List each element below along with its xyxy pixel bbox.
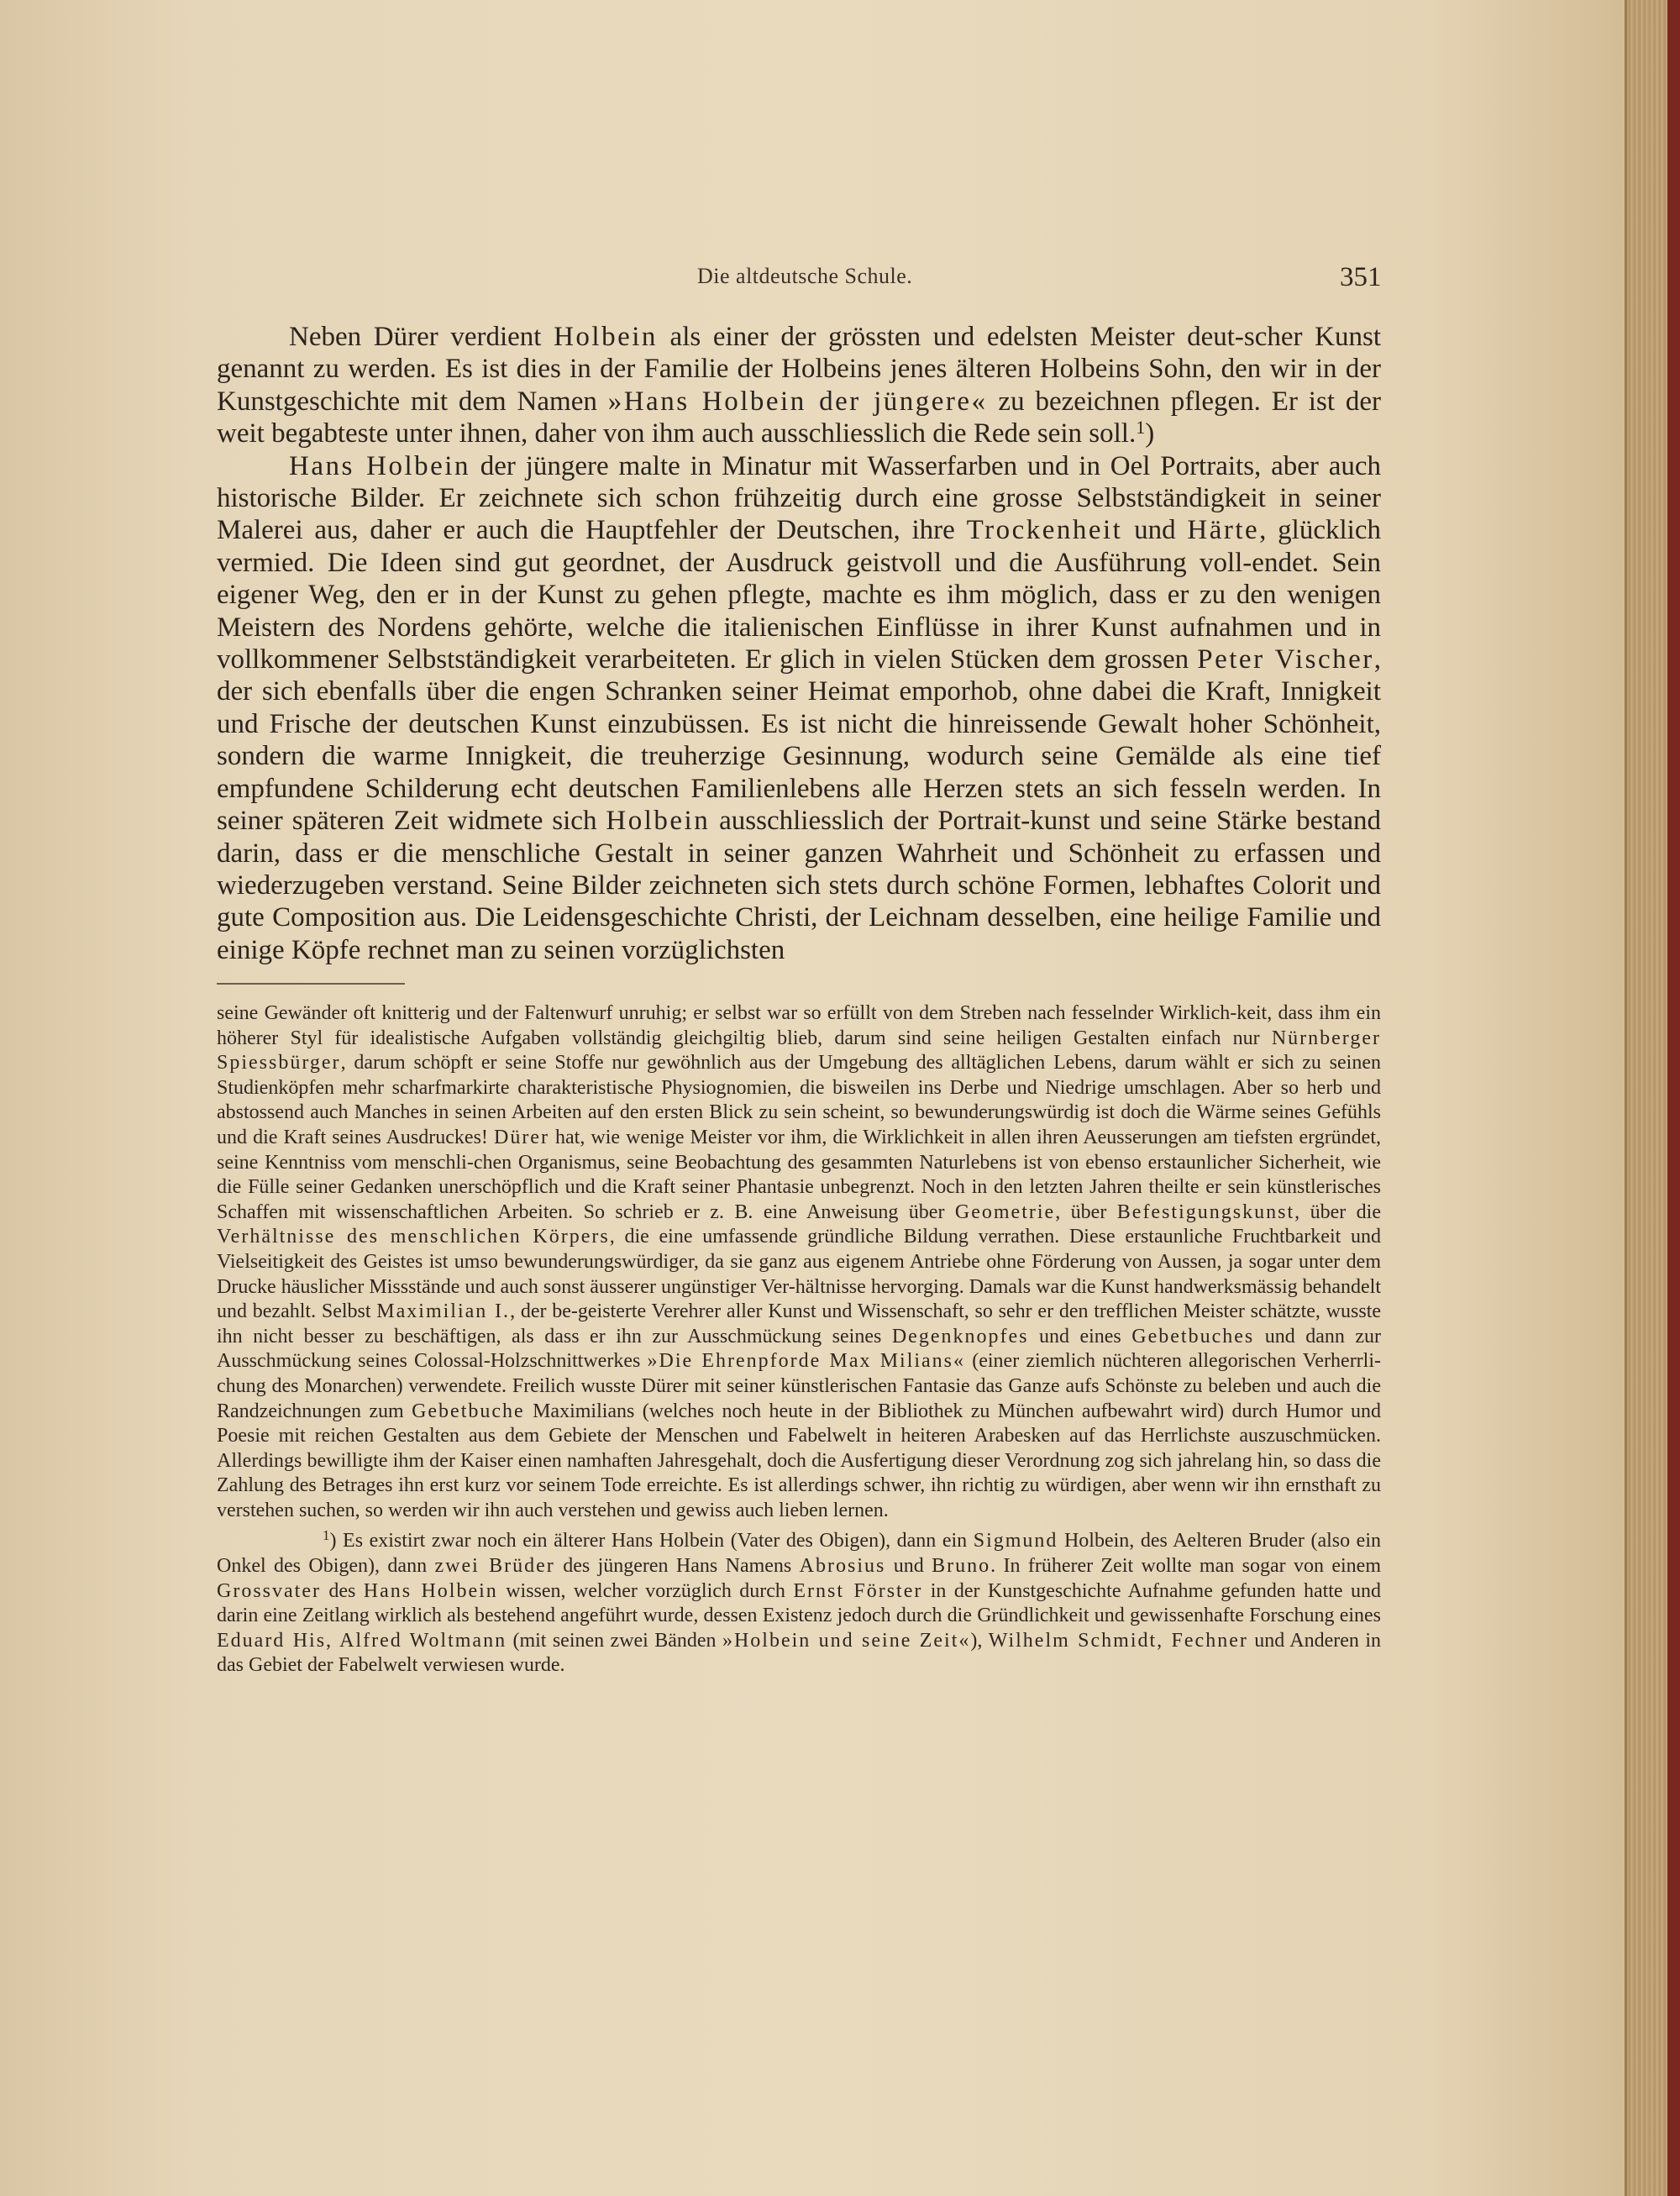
text-run: des [320,1579,364,1602]
spaced-text: Verhältnisse des menschlichen Körpers [217,1226,610,1248]
page-number: 351 [1340,262,1382,292]
spaced-text: Peter Vischer [1197,644,1374,675]
text-run: Holbein, des Aelteren Bruder (also ein Onkel des Obigen), dann [217,1530,1381,1578]
text-run: seine Gewänder oft knitterig und der Faltenwurf unruhig; er selbst war so erfüllt von dem Streben nach fesselnder Wirklich-keit, dass ihm ein höherer Styl für idealistische Aufgaben vollständig gleichgiltig blieb, darum sind seine heiligen Gestalten einfach nur [217,1002,1381,1049]
footnote-marker: 1 [323,1527,330,1544]
spaced-text: Holbein [606,806,711,837]
spaced-text: Abrosius [799,1555,886,1578]
spaced-text: Holbein [554,322,658,352]
text-run: und Anderen in das Gebiet der Fabelwelt verwiesen wurde. [217,1629,1381,1677]
text-run: und [885,1555,932,1578]
spaced-text: Härte [1187,515,1260,546]
spaced-text: Hans Holbein [289,450,470,481]
paragraph-1 [217,321,1381,450]
text-run: und dann zur Ausschmückung seines Colossal-Holzschnittwerkes [217,1325,1382,1373]
spaced-text: Eduard His, Alfred Woltmann [217,1629,507,1652]
text-run: ausschliesslich der Portrait-kunst und seine Stärke bestand darin, dass er die menschliche Gestalt in seiner ganzen Wahrheit und Schönheit zu erfassen und wiederzugeben verstand. Seine Bilder zeichneten sich stets durch schöne Formen, lebhaftes Colorit und gute Composition aus. Die Leidensgeschichte Christi, der Leichnam desselben, eine heilige Familie und einige Köpfe rechnet man zu seinen vorzüglichsten [217,806,1381,965]
footnote-divider [217,983,405,985]
text-run: ), [970,1629,989,1652]
main-text [217,321,1381,966]
spaced-text: »Die Ehrenpforde Max Milians« [647,1350,966,1373]
footnote-1 [217,1529,1381,1679]
text-run: als einer der grössten und edelsten Meister deut-scher Kunst genannt zu werden. Es ist dies in der Familie der Holbeins jenes älteren Holbeins Sohn, den wir in der Kunstgeschichte mit dem Namen [217,322,1382,417]
footnote-continuation [217,1001,1381,1523]
spaced-text: zwei Brüder [434,1555,555,1578]
spaced-text: Ernst Förster [793,1579,923,1602]
spaced-text: Bruno [932,1555,991,1578]
text-run: , die eine umfassende gründliche Bildung verrathen. Diese erstaunliche Fruchtbarkeit und Vielseitigkeit des Geistes ist umso bewunderungswürdiger, da sie ganz aus eigenem Antriebe ohne Förderung von Aussen, ja sogar unter dem Drucke häuslicher Missstände und auch sonst äusserer ungünstiger Ver-hältnisse hervorging. Damals war die Kunst handwerksmässig behandelt und bezahlt. Selbst [217,1226,1382,1323]
spaced-text: »Holbein und seine Zeit« [722,1629,971,1652]
text-run: und eines [1028,1325,1132,1348]
spaced-text: Wilhelm Schmidt, Fechner [988,1629,1248,1652]
spaced-text: Sigmund [973,1530,1058,1552]
spaced-text: Befestigungskunst [1116,1200,1295,1223]
text-run: ) [1145,418,1155,449]
text-run: , darum schöpft er seine Stoffe nur gewöhnlich aus der Umgebung des alltäglichen Lebens, darum wählt er sich zu seinen Studienköpfen mehr scharfmarkirte charakteristische Physiognomien, die bisweilen ins Derbe und Niedrige umschlagen. Aber so herb und abstossend auch Manches in seinen Arbeiten auf den ersten Blick zu sein scheint, so bewunderungswürdig ist doch die Wärme seines Gefühls und die Kraft seines Ausdruckes! [217,1052,1381,1148]
footnotes [217,1001,1381,1679]
text-run: (mit seinen zwei Bänden [507,1629,722,1652]
spaced-text: Hans Holbein [363,1579,498,1602]
spaced-text: Maximilian I. [376,1300,511,1323]
text-run: (einer ziemlich nüchteren allegorischen Verherrli-chung des Monarchen) verwendete. Freilich wusste Dürer mit seiner künstlerischen Fantasie das Ganze aufs Schönste zu beleben und auch die Randzeichnungen zum [217,1350,1382,1422]
text-run: und [1122,515,1188,546]
text-run: ) Es existirt zwar noch ein älterer Hans Holbein (Vater des Obigen), dann ein [329,1530,974,1552]
spaced-text: Nürnberger Spiessbürger [217,1027,1381,1074]
spaced-text: Gebetbuche [412,1400,525,1422]
page-header [0,262,1625,296]
text-run: hat, wie wenige Meister vor ihm, die Wirklichkeit in allen ihren Aeusserungen am tiefsten ergründet, seine Kenntniss vom menschli-chen Organismus, seine Beobachtung des gesammten Naturlebens ist von ebenso erstaunlicher Sicherheit, wie die Fülle seiner Gedanken unerschöpflich und die Kraft seiner Phantasie unbegrenzt. Noch in den letzten Jahren theilte er sein künstlerisches Schaffen mit wissenschaftlichen Arbeiten. So schrieb er z. B. eine Anweisung über [217,1126,1381,1223]
text-run: zu bezeichnen pflegen. Er ist der weit begabteste unter ihnen, daher von ihm auch ausschliesslich die Rede sein soll. [217,386,1381,449]
text-run: in der Kunstgeschichte Aufnahme gefunden hatte und darin eine Zeitlang wirklich als bestehend angeführt wurde, dessen Existenz jedoch durch die Gründlichkeit und gewissenhafte Forschung eines [217,1579,1381,1627]
text-run: wissen, welcher vorzüglich durch [497,1579,794,1602]
book-cover-edge [1667,0,1680,2196]
footnote-ref: 1 [1136,417,1146,439]
text-run: , der sich ebenfalls über die engen Schranken seiner Heimat emporhob, ohne dabei die Kraft, Innigkeit und Frische der deutschen Kunst einzubüssen. Es ist nicht die hinreissende Gewalt hoher Schönheit, sondern die warme Innigkeit, die treuherzige Gesinnung, wodurch seine Gemälde als eine tief empfundene Schilderung echt deutschen Familienlebens alle Herzen stets an sich fesseln werden. In seiner späteren Zeit widmete sich [217,644,1381,837]
running-head: Die altdeutsche Schule. [697,264,913,288]
text-run: , der be-geisterte Verehrer aller Kunst und Wissenschaft, so sehr er den trefflichen Meister schätzte, wusste ihn nicht besser zu beschäftigen, als dass er ihn zur Ausschmückung seines [217,1300,1382,1348]
text-run: des jüngeren Hans Namens [554,1555,800,1578]
spaced-text: Gebetbuches [1131,1325,1255,1348]
text-run: , über die [1294,1200,1381,1223]
spaced-text: Dürer [493,1126,549,1148]
spaced-text: Grossvater [217,1579,321,1602]
text-run: der jüngere malte in Minatur mit Wasserfarben und in Oel Portraits, aber auch historische Bilder. Er zeichnete sich schon frühzeitig durch eine grosse Selbstständigkeit in seiner Malerei aus, daher er auch die Hauptfehler der Deutschen, ihre [217,450,1381,546]
spaced-text: Degenknopfes [891,1325,1029,1348]
paragraph-2 [217,450,1381,967]
text-run: Neben Dürer verdient [289,322,554,352]
text-run: Maximilians (welches noch heute in der Bibliothek zu München aufbewahrt wird) durch Humor und Poesie mit reichen Gestalten aus dem Gebiete der Menschen und Fabelwelt in heiteren Arabesken auf das Herrlichste auszuschmücken. Allerdings bewilligte ihm der Kaiser einen namhaften Jahresgehalt, doch die Ausfertigung dieser Verordnung zog sich jahrelang hin, so dass die Zahlung des Betrages ihn erst kurz vor seinem Tode erreichte. Es ist allerdings schwer, ihn richtig zu würdigen, aber wenn wir ihn ernsthaft zu verstehen suchen, so werden wir ihn auch verstehen und gewiss auch lieben lernen. [217,1400,1381,1521]
spaced-text: Geometrie [954,1200,1056,1223]
text-run: , über [1055,1200,1117,1223]
text-run: . In früherer Zeit wollte man sogar von einem [990,1555,1381,1578]
spaced-text: Trockenheit [966,515,1123,546]
spaced-text: »Hans Holbein der jüngere« [607,386,988,417]
text-run: , glücklich vermied. Die Ideen sind gut geordnet, der Ausdruck geistvoll und die Ausführung voll-endet. Sein eigener Weg, den er in der Kunst zu gehen pflegte, machte es ihm möglich, dass er zu den wenigen Meistern des Nordens gehörte, welche die italienischen Einflüsse in ihrer Kunst aufnahmen und in vollkommener Selbstständigkeit verarbeiteten. Er glich in vielen Stücken dem grossen [217,515,1381,675]
